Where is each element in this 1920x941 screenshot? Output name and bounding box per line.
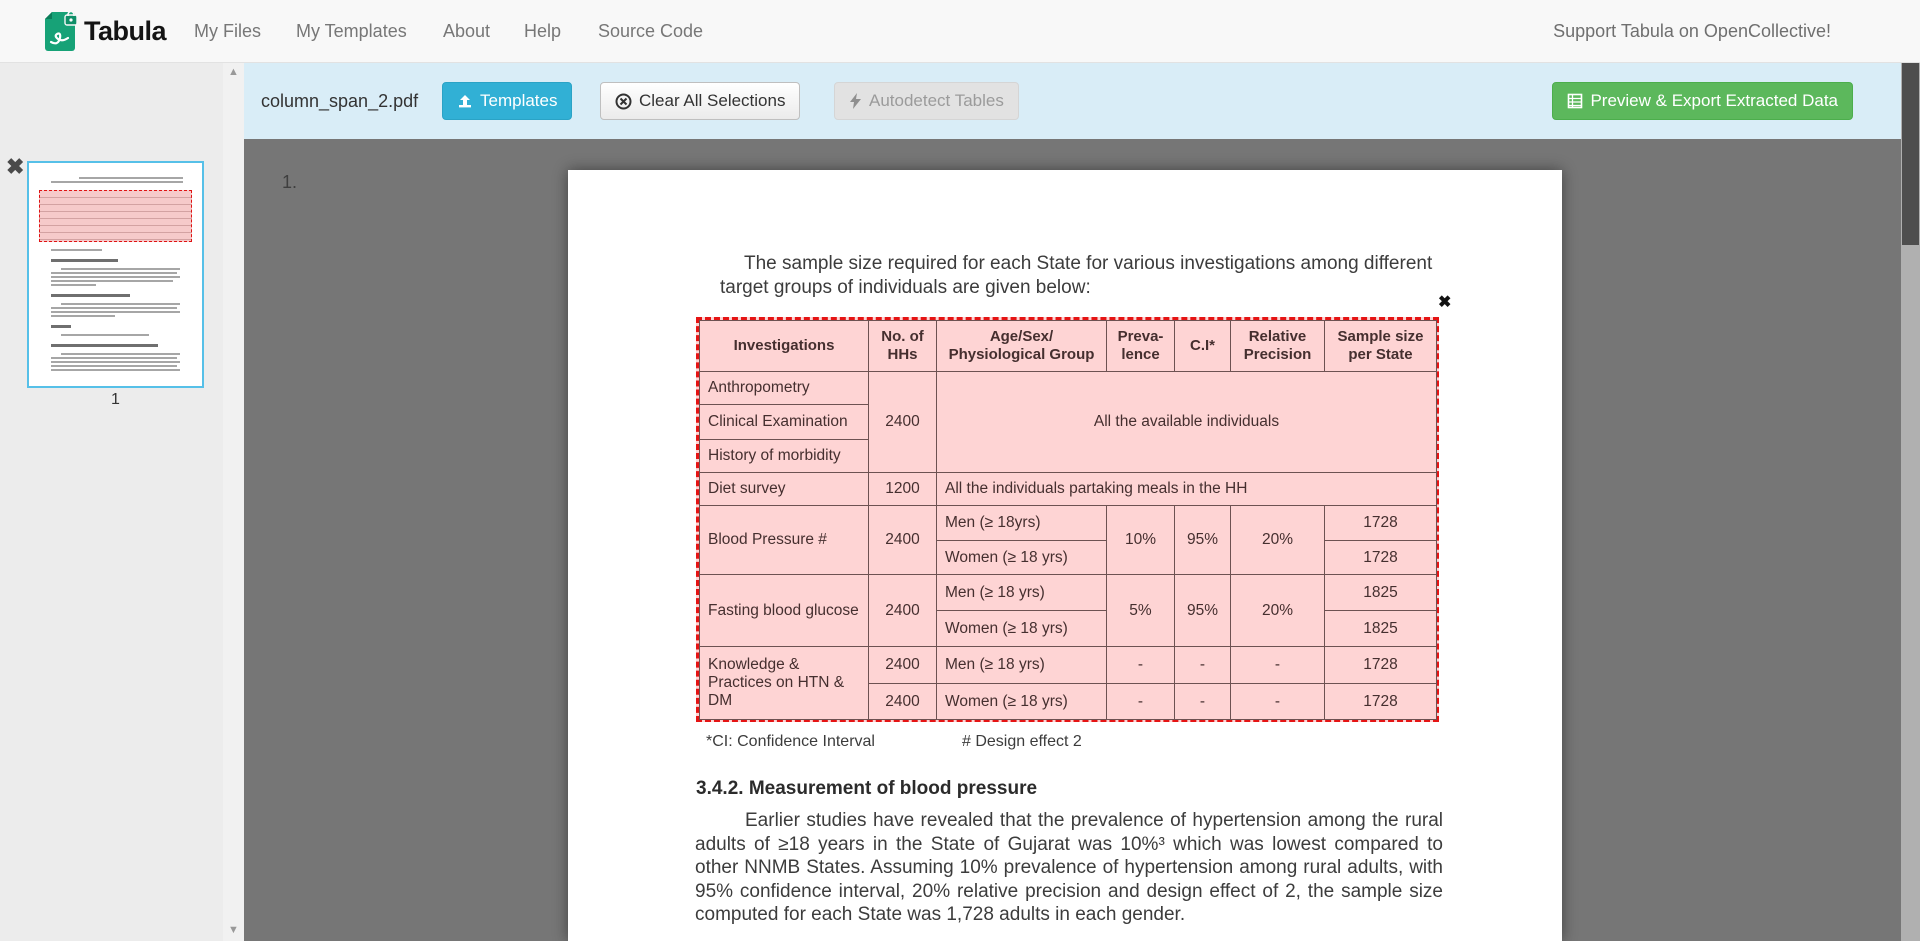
thumbnail-content-line xyxy=(51,311,179,313)
table-row: Diet survey 1200 All the individuals partaking meals in the HH xyxy=(700,473,1437,506)
table-row: Clinical Examination xyxy=(700,405,1437,440)
col-prevalence: Preva- lence xyxy=(1107,321,1175,372)
navbar xyxy=(0,0,1920,63)
thumbnail-sidebar xyxy=(0,63,223,941)
table-row: Women (≥ 18 yrs) 1728 xyxy=(700,541,1437,575)
tabula-logo-icon[interactable] xyxy=(44,11,78,53)
table-row: Women (≥ 18 yrs) 1825 xyxy=(700,611,1437,647)
table-row: History of morbidity xyxy=(700,440,1437,473)
thumbnail-content-line xyxy=(39,288,192,292)
clear-all-selections-button[interactable]: Clear All Selections xyxy=(600,82,800,120)
page-thumbnail[interactable] xyxy=(27,161,204,388)
thumbnail-content-line xyxy=(39,349,192,351)
table-row: Knowledge & Practices on HTN & DM 2400 Men (≥ 18 yrs) - - - 1728 xyxy=(700,647,1437,684)
thumbnail-content-line xyxy=(51,276,179,278)
intro-paragraph: The sample size required for each State for various investigations among different target groups of individuals are given below: xyxy=(720,253,1433,298)
nav-item-my-templates[interactable]: My Templates xyxy=(296,21,407,41)
thumbnail-content-line xyxy=(39,185,192,188)
main-scrollbar[interactable] xyxy=(1901,63,1920,941)
thumbnail-content-line xyxy=(39,190,192,242)
col-ci: C.I* xyxy=(1175,321,1231,372)
brand-title[interactable]: Tabula xyxy=(84,16,167,46)
nav-item-help[interactable]: Help xyxy=(524,21,562,41)
thumbnail-content-line xyxy=(51,307,176,309)
table-footnotes xyxy=(706,733,1082,751)
thumbnail-content-line xyxy=(51,272,176,274)
close-selection-icon[interactable]: ✖ xyxy=(1438,294,1452,311)
nav-item-my-files[interactable]: My Files xyxy=(194,21,261,41)
thumbnail-content-line xyxy=(79,177,182,179)
thumbnail-content-line xyxy=(61,303,180,305)
thumbnail-page-number: 1 xyxy=(111,391,120,408)
table-row: Fasting blood glucose 2400 Men (≥ 18 yrs) 5% 95% 20% 1825 xyxy=(700,575,1437,611)
templates-icon xyxy=(457,93,473,109)
table-selection-box[interactable] xyxy=(696,317,1439,722)
thumbnail-content-line xyxy=(61,334,149,336)
thumbnail-content-line xyxy=(51,249,102,251)
support-link[interactable]: Support Tabula on OpenCollective! xyxy=(1553,21,1831,41)
thumbnail-content-line xyxy=(39,299,192,301)
templates-button[interactable]: Templates xyxy=(442,82,572,120)
thumbnail-content-line xyxy=(51,357,176,359)
footnote-design-effect: # Design effect 2 xyxy=(962,733,1082,750)
thumbnail-content-line xyxy=(39,319,192,323)
clear-circle-x-icon xyxy=(615,93,632,110)
col-agesex: Age/Sex/ Physiological Group xyxy=(937,321,1107,372)
thumbnail-content-line xyxy=(51,361,179,363)
scroll-down-icon[interactable]: ▼ xyxy=(228,924,239,936)
thumbnail-content-line xyxy=(39,244,192,247)
main-scrollbar-thumb[interactable] xyxy=(1902,63,1919,245)
thumbnail-content-line xyxy=(39,330,192,332)
thumbnail-content-line xyxy=(61,268,180,270)
thumbnail-content-line xyxy=(39,253,192,257)
extracted-table xyxy=(699,320,1437,720)
remove-page-icon[interactable]: ✖ xyxy=(6,154,25,179)
table-header-row xyxy=(700,321,1437,372)
section-heading: 3.4.2. Measurement of blood pressure xyxy=(696,778,1038,799)
thumbnail-content-line xyxy=(51,325,71,328)
thumbnail-content-line xyxy=(39,264,192,266)
thumbnail-content-line xyxy=(51,259,117,262)
thumbnail-content-line xyxy=(39,338,192,342)
col-samplesize: Sample size per State xyxy=(1325,321,1437,372)
thumbnail-content-line xyxy=(51,280,173,282)
thumbnail-content-line xyxy=(51,344,158,347)
thumbnail-content-line xyxy=(51,284,96,286)
thumbnail-content-line xyxy=(51,294,130,297)
table-row: 2400 Women (≥ 18 yrs) - - - 1728 xyxy=(700,684,1437,720)
page-label: 1. xyxy=(282,172,298,192)
table-row: Blood Pressure # 2400 Men (≥ 18yrs) 10% 95% 20% 1728 xyxy=(700,506,1437,541)
spreadsheet-icon xyxy=(1567,93,1583,109)
preview-export-button[interactable]: Preview & Export Extracted Data xyxy=(1552,82,1853,120)
toolbar xyxy=(244,63,1920,139)
table-row: Anthropometry 2400 All the available individuals xyxy=(700,372,1437,405)
thumbnail-content-line xyxy=(51,315,114,317)
thumbnail-content-line xyxy=(51,369,179,371)
scroll-up-icon[interactable]: ▲ xyxy=(228,66,239,78)
col-precision: Relative Precision xyxy=(1231,321,1325,372)
nav-item-source-code[interactable]: Source Code xyxy=(598,21,704,41)
lightning-bolt-icon xyxy=(849,93,862,109)
sidebar-scrollbar[interactable] xyxy=(223,63,244,941)
open-filename: column_span_2.pdf xyxy=(261,90,419,111)
nav-item-about[interactable]: About xyxy=(443,21,491,41)
col-hhs: No. of HHs xyxy=(869,321,937,372)
footnote-ci: *CI: Confidence Interval xyxy=(706,733,875,750)
thumbnail-content-line xyxy=(51,365,176,367)
pdf-page[interactable] xyxy=(568,170,1562,941)
col-investigations: Investigations xyxy=(700,321,869,372)
autodetect-tables-button[interactable]: Autodetect Tables xyxy=(834,82,1019,120)
thumbnail-content-line xyxy=(61,353,180,355)
body-paragraph: Earlier studies have revealed that the prevalence of hypertension among the rural adults of ≥18 years in the State of Gujarat was 10%³ which was lowest compared to other NNMB States. Assuming 10% prevalence of hypertension among rural adults, with 95% confidence interval, 20% relative precision and design effect of 2, the sample size computed for each State was 1,728 adults in each gender. xyxy=(695,810,1443,925)
thumbnail-content-line xyxy=(51,181,182,183)
